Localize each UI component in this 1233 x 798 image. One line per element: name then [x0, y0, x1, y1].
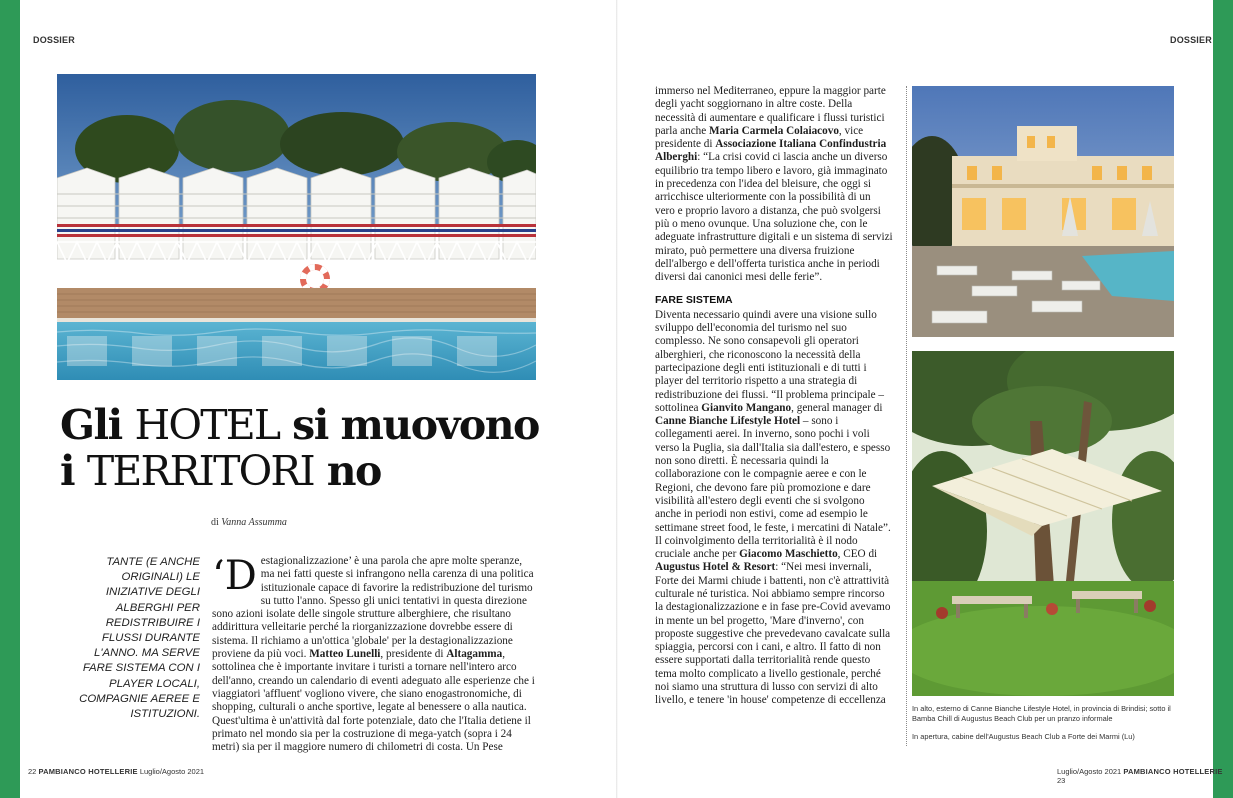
section-tag-left: DOSSIER: [33, 35, 75, 45]
person-name: Gianvito Mangano: [701, 401, 792, 414]
section-subheading: FARE SISTEMA: [655, 294, 733, 307]
body-text: , presidente di: [380, 648, 444, 661]
body-text: , vice presidente di: [655, 124, 864, 151]
company-name: Associazione Italiana Confindustria Alberghi: [655, 138, 887, 164]
page-number: 23: [1057, 776, 1066, 785]
body-text: : “La crisi covid ci lascia anche un diverso equilibrio tra tempo libero e lavoro, già immaginato in precedenza con l'idea del bleisure, che oggi si arricchisce ulteriormente con la possibilità di un vero e proprio lavoro a distanza, che può svolgersi più o meno ovunque. Una soluzione che, con le adeguate infrastrutture digitali e un sistema di servizi mirato, può permettere una diversa fruizione dell'albergo e dell'offerta turistica anche in periodi diversi dai canonici mesi delle ferie”.: [655, 151, 893, 284]
magazine-name: PAMBIANCO HOTELLERIE: [1123, 767, 1223, 776]
body-text: Diventa necessario quindi avere una visione sullo sviluppo dell'economia del turismo nel suo complesso. Ne sono consapevoli gli operatori alberghieri, che riconoscono la necessità della partecipazione degli enti istituzionali e di tutti i player del territorio rispetto a una strategia di redistribuzione dei flussi. “Il problema principale – sottolinea: [655, 308, 884, 414]
person-name: Maria Carmela Colaiacovo: [709, 124, 839, 137]
footer-left: [28, 767, 204, 776]
center-gutter: [616, 0, 618, 798]
body-column-2: [655, 85, 893, 708]
column-divider: [906, 86, 907, 746]
company-name: Altagamma: [446, 648, 503, 661]
page-frame-right: [1213, 0, 1233, 798]
headline-word: HOTEL: [134, 401, 280, 449]
person-name: Giacomo Maschietto: [739, 548, 838, 561]
body-text: : “Nei mesi invernali, Forte dei Marmi chiude i battenti, non c'è attrattività culturale né turistica. Noi abbiamo sempre rincorso la destagionalizzazione e in fase pre-Covid avevamo in mente un bel progetto, 'Mare d'inverno', con proposte suggestive che prevedevano cavalcate sulla spiaggia, percorsi con i cani, e altro. Il fatto di non essere supportati dalla territorialità rende questo tema molto complicato a livello gestionale, perché noi siamo una struttura di lusso con servizi di alto livello, e tenere 'in house' competenze di eccellenza: [655, 561, 891, 707]
headline-word: no: [326, 447, 381, 495]
article-headline: [60, 402, 540, 494]
headline-word: Gli: [60, 401, 122, 449]
issue-date: Luglio/Agosto 2021: [139, 767, 205, 776]
opening-photo-caption: In apertura, cabine dell'Augustus Beach Club a Forte dei Marmi (Lu): [912, 732, 1135, 741]
issue-date: Luglio/Agosto 2021: [1057, 767, 1122, 776]
company-name: Augustus Hotel & Resort: [655, 561, 776, 574]
body-text: , general manager di: [791, 401, 883, 414]
beach-cabins-photo: [57, 74, 536, 380]
headline-word: i: [60, 447, 75, 495]
body-text: , CEO di: [837, 548, 878, 561]
person-name: Matteo Lunelli: [309, 648, 381, 661]
byline-prefix: di: [211, 517, 219, 528]
company-name: Canne Bianche Lifestyle Hotel: [655, 415, 801, 428]
headline-word: TERRITORI: [86, 447, 314, 495]
photo-caption: In alto, esterno di Canne Bianche Lifestyle Hotel, in provincia di Brindisi; sotto il Bamba Chill di Augustus Beach Club per un pranzo informale: [912, 704, 1171, 723]
hotel-exterior-photo: [912, 86, 1174, 337]
body-text: immerso nel Mediterraneo, eppure la maggior parte degli yacht soggiornano in altre coste. Della necessità di aumentare e qualificare i flussi turistici parla anche: [655, 85, 886, 137]
magazine-name: PAMBIANCO HOTELLERIE: [38, 767, 138, 776]
body-text: estagionalizzazione’ è una parola che apre molte speranze, ma nei fatti queste si infrangono nella carenza di una politica istituzionale capace di favorire la redistribuzione del turismo su tutto l'anno. Spesso gli unici tentativi in questa direzione sono azioni isolate delle singole strutture alberghiere, che risultano addirittura velleitarie perché la riorganizzazione dovrebbe essere di sistema. Il richiamo a un'ottica 'globale' per la destagionalizzazione proviene da più voci.: [212, 555, 534, 661]
section-tag-right: DOSSIER: [1170, 35, 1212, 45]
garden-canopy-photo: [912, 351, 1174, 696]
byline: [211, 517, 287, 528]
footer-right: [1057, 767, 1233, 785]
pull-quote: TANTE (E ANCHE ORIGINALI) LE INIZIATIVE DEGLI ALBERGHI PER REDISTRIBUIRE I FLUSSI DURANTE L'ANNO. MA SERVE FARE SISTEMA CON I PLAYER LOCALI, COMPAGNIE AEREE E ISTITUZIONI.: [79, 556, 200, 721]
headline-word: si muovono: [292, 401, 539, 449]
body-text: – sono i collegamenti aerei. In inverno, sono pochi i voli verso la Puglia, sia dall'Italia sia dall'estero, e spesso non sono diretti. È necessaria quindi la collaborazione con le compagnie aeree e con le Regioni, che devono fare più promozione e dare visibilità all'estero degli eventi che si svolgono anche in periodi non estivi, come ad esempio le settimane street food, le feste, i mercatini di Natale”. Il coinvolgimento della territorialità è il nodo cruciale anche per: [655, 415, 891, 561]
page-number: 22: [28, 767, 37, 776]
byline-author: Vanna Assumma: [221, 517, 287, 528]
body-text: , sottolinea che è importante invitare i turisti a tornare nell'intero arco dell'anno, creando un calendario di eventi adeguato alle esperienze che i viaggiatori 'affluent' vogliono vivere, che siano enogastronomiche, di shopping, culturali o anche sportive, legate al benessere o alla nautica. Quest'ultima è un'attività dal forte potenziale, dato che l'Italia detiene il primato nel mondo sia per la costruzione di mega-yatch (sopra i 24 metri) sia per il maggiore numero di chilometri di costa. Un Pese: [212, 648, 535, 754]
body-column-1: [212, 555, 537, 754]
drop-cap: ‘D: [212, 553, 257, 599]
page-frame-left: [0, 0, 20, 798]
